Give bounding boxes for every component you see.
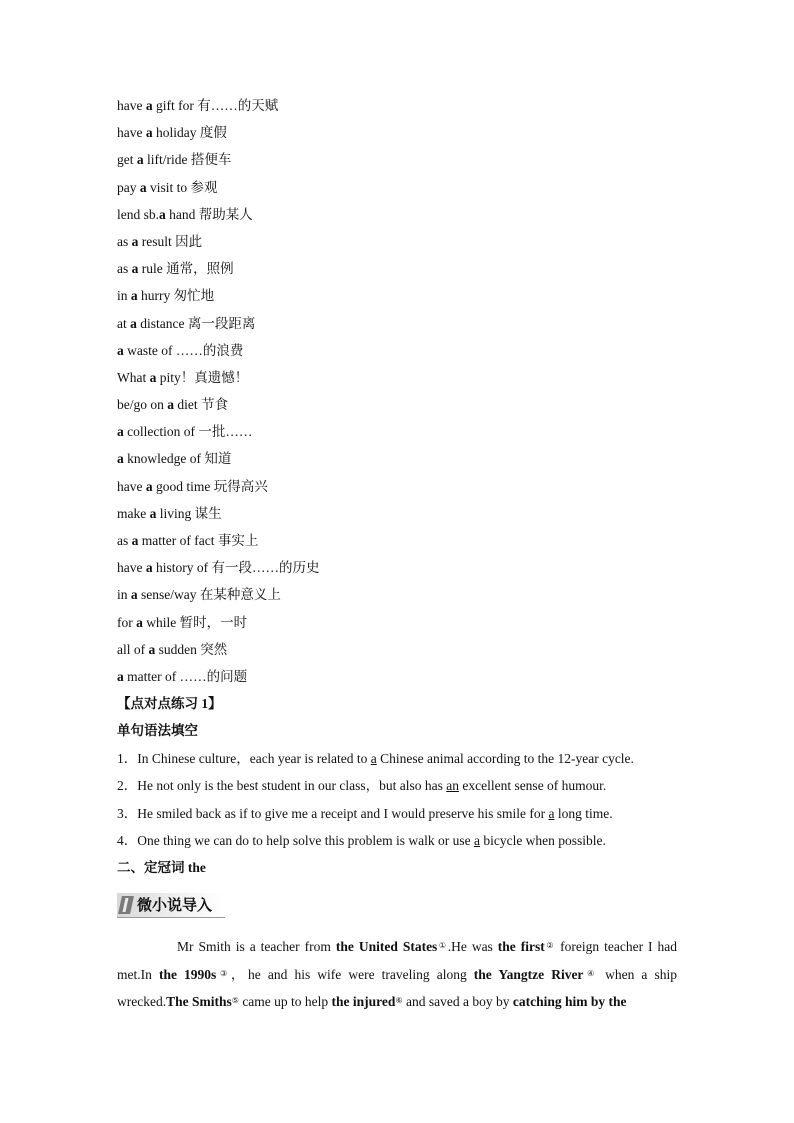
phrase-item: have a history of 有一段……的历史	[117, 560, 320, 576]
phrase-item: lend sb.a hand 帮助某人	[117, 206, 253, 222]
banner-icon	[118, 896, 134, 914]
phrase-item: all of a sudden 突然	[117, 641, 228, 657]
phrase-item: as a rule 通常，照例	[117, 261, 234, 277]
phrase-item: pay a visit to 参观	[117, 179, 218, 195]
phrase-item: for a while 暂时，一时	[117, 614, 248, 630]
exercise-answer: an	[446, 778, 459, 793]
exercise-answer: a	[370, 751, 377, 766]
phrase-item: have a good time 玩得高兴	[117, 478, 268, 494]
phrase-item: have a holiday 度假	[117, 125, 227, 141]
phrase-item: a matter of ……的问题	[117, 668, 248, 684]
phrase-item: a knowledge of 知道	[117, 451, 232, 467]
exercise-answer: a	[473, 833, 480, 848]
phrase-item: in a hurry 匆忙地	[117, 288, 215, 304]
exercise-item: 3．He smiled back as if to give me a receipt and I would preserve his smile for a long time.	[117, 806, 613, 821]
section-banner	[117, 893, 225, 918]
phrase-item: have a gift for 有……的天赋	[117, 98, 279, 113]
phrase-item: at a distance 离一段距离	[117, 315, 256, 331]
phrase-item: as a matter of fact 事实上	[117, 533, 259, 548]
phrase-item: be/go on a diet 节食	[117, 397, 228, 413]
phrase-list	[117, 92, 737, 690]
phrase-item: a waste of ……的浪费	[117, 342, 244, 358]
practice-subtitle: 单句语法填空	[117, 723, 198, 738]
exercise-answer: a	[548, 806, 555, 821]
phrase-item: make a living 谋生	[117, 505, 222, 521]
phrase-item: a collection of 一批……	[117, 424, 253, 440]
phrase-item: in a sense/way 在某种意义上	[117, 587, 281, 603]
phrase-item: get a lift/ride 搭便车	[117, 152, 232, 168]
practice-title: 【点对点练习 1】	[117, 696, 222, 711]
banner-label: 微小说导入	[137, 896, 213, 914]
exercise-item: 1．In Chinese culture，each year is related to a Chinese animal according to the 12-year cycle.	[117, 751, 634, 766]
section-heading-definite-article: 二、定冠词 the	[117, 860, 206, 875]
phrase-item: What a pity！真遗憾！	[117, 369, 249, 385]
exercise-item: 2．He not only is the best student in our class，but also has an excellent sense of humour.	[117, 778, 607, 793]
exercise-item: 4．One thing we can do to help solve this problem is walk or use a bicycle when possible.	[117, 833, 606, 848]
micro-story-paragraph: Mr Smith is a teacher from the United States①.He was the first② foreign teacher I had met.In the 1990s③，he and his wife were traveling along the Yangtze River④ when a ship wrecked.The Smiths⑤ came up to help the injured⑥ and saved a boy by catching him by the	[117, 939, 678, 1009]
phrase-item: as a result 因此	[117, 233, 203, 249]
